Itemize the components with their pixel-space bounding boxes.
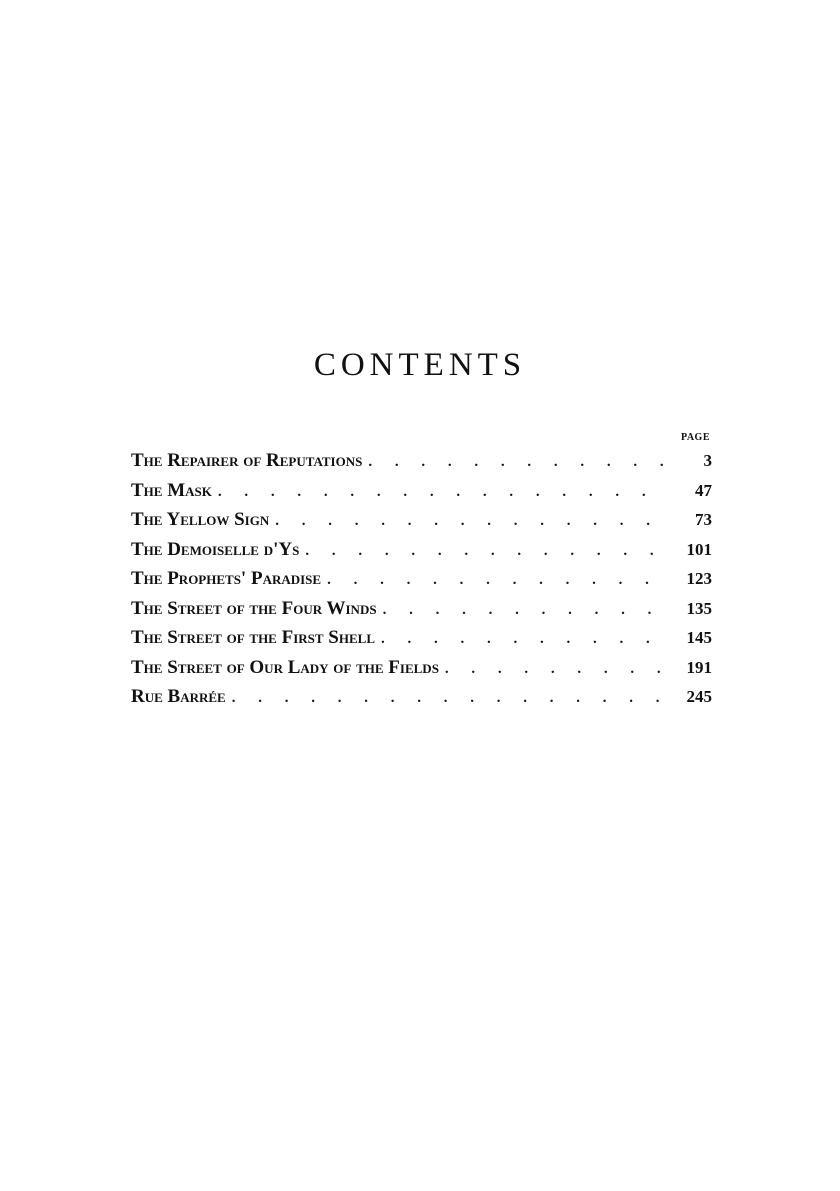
toc-entry-title: Rue Barrée (131, 686, 226, 707)
toc-entry-page: 135 (686, 598, 712, 618)
toc-entry-page: 3 (703, 451, 712, 470)
page-column-header: PAGE (680, 432, 710, 443)
toc-entry (131, 505, 712, 535)
toc-entry-page: 191 (686, 657, 712, 677)
toc-entry (131, 682, 712, 712)
toc-entry-title: The Mask (131, 479, 212, 501)
toc-entry-page: 245 (686, 687, 712, 706)
table-of-contents (131, 430, 712, 712)
toc-entry (131, 446, 712, 476)
toc-entry (131, 594, 712, 624)
toc-entry (131, 535, 712, 565)
toc-entry (131, 623, 712, 653)
toc-entry-page: 123 (686, 569, 712, 588)
dot-leader (269, 507, 668, 537)
dot-leader (375, 625, 668, 655)
toc-entry-page: 73 (695, 510, 712, 529)
toc-entry-title: The Yellow Sign (131, 509, 270, 530)
dot-leader (321, 566, 668, 596)
toc-entry-title: The Street of the First Shell (131, 627, 375, 648)
dot-leader (439, 655, 668, 685)
dot-leader (299, 537, 668, 567)
toc-entry-title: The Street of the Four Winds (131, 597, 377, 619)
dot-leader (226, 684, 668, 714)
dot-leader (362, 448, 668, 478)
toc-entry-page: 47 (695, 480, 712, 500)
toc-entry-title: The Repairer of Reputations (131, 450, 363, 471)
toc-entry-title: The Prophets' Paradise (131, 568, 322, 589)
toc-entry (131, 564, 712, 594)
toc-entry (131, 476, 712, 506)
toc-entry-title: The Demoiselle d'Ys (131, 538, 300, 560)
toc-entry-title: The Street of Our Lady of the Fields (131, 656, 439, 678)
toc-entry (131, 653, 712, 683)
dot-leader (377, 596, 668, 626)
toc-entry-page: 101 (686, 539, 712, 559)
dot-leader (212, 478, 668, 508)
contents-heading: CONTENTS (313, 347, 527, 383)
toc-entry-page: 145 (686, 628, 712, 647)
